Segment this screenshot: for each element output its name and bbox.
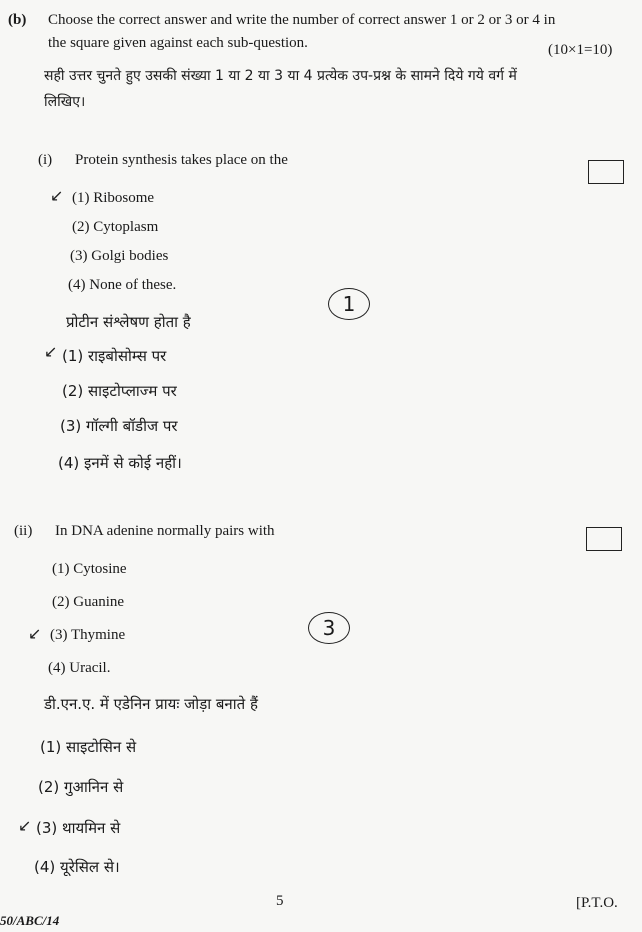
answer-box-1[interactable]	[588, 160, 624, 184]
instruction-english: Choose the correct answer and write the number of correct answer 1 or 2 or 3 or 4 in	[48, 12, 556, 28]
paper-code: 50/ABC/14	[0, 913, 60, 928]
q1-option-hi-4: (4) इनमें से कोई नहीं।	[58, 454, 182, 472]
q1-option-en-3: (3) Golgi bodies	[70, 248, 169, 264]
tick-mark-icon: ↙	[50, 186, 64, 205]
instruction-english-line2: the square given against each sub-question.	[48, 35, 308, 51]
marks-label: (10×1=10)	[548, 42, 613, 58]
q2-option-en-2: (2) Guanine	[52, 594, 125, 610]
question-2-text: In DNA adenine normally pairs with	[55, 523, 275, 539]
page-number: 5	[276, 893, 284, 909]
q1-option-hi-2: (2) साइटोप्लाज्म पर	[62, 382, 177, 400]
part-label: (b)	[8, 12, 27, 28]
q2-option-hi-3: (3) थायमिन से	[36, 819, 121, 837]
instruction-hindi: सही उत्तर चुनते हुए उसकी संख्या 1 या 2 या 3 या 4 प्रत्येक उप-प्रश्न के सामने दिये गये वर्ग में	[44, 68, 517, 84]
q1-option-hi-3: (3) गॉल्गी बॉडीज पर	[60, 417, 178, 435]
instruction-hindi-line2: लिखिए।	[44, 94, 86, 110]
q1-option-en-4: (4) None of these.	[68, 277, 177, 293]
question-2-hindi: डी.एन.ए. में एडेनिन प्रायः जोड़ा बनाते हैं	[44, 695, 258, 713]
tick-mark-icon: ↙	[44, 342, 58, 361]
handwritten-answer-2: 3	[308, 612, 350, 644]
tick-mark-icon: ↙	[28, 624, 42, 643]
question-1-text: Protein synthesis takes place on the	[75, 152, 288, 168]
q1-option-hi-1: (1) राइबोसोम्स पर	[62, 347, 167, 365]
q2-option-en-4: (4) Uracil.	[48, 660, 111, 676]
q2-option-en-1: (1) Cytosine	[52, 561, 127, 577]
q2-option-hi-2: (2) गुआनिन से	[38, 778, 124, 796]
q2-option-en-3: (3) Thymine	[50, 627, 126, 643]
q1-option-en-1: (1) Ribosome	[72, 190, 155, 206]
answer-box-2[interactable]	[586, 527, 622, 551]
question-2-number: (ii)	[14, 523, 33, 539]
tick-mark-icon: ↙	[18, 816, 32, 835]
question-1-hindi: प्रोटीन संश्लेषण होता है	[66, 313, 191, 331]
pto-label: [P.T.O.	[576, 895, 618, 911]
q2-option-hi-1: (1) साइटोसिन से	[40, 738, 137, 756]
question-1-number: (i)	[38, 152, 53, 168]
q2-option-hi-4: (4) यूरेसिल से।	[34, 858, 120, 876]
q1-option-en-2: (2) Cytoplasm	[72, 219, 159, 235]
handwritten-answer-1: 1	[328, 288, 370, 320]
